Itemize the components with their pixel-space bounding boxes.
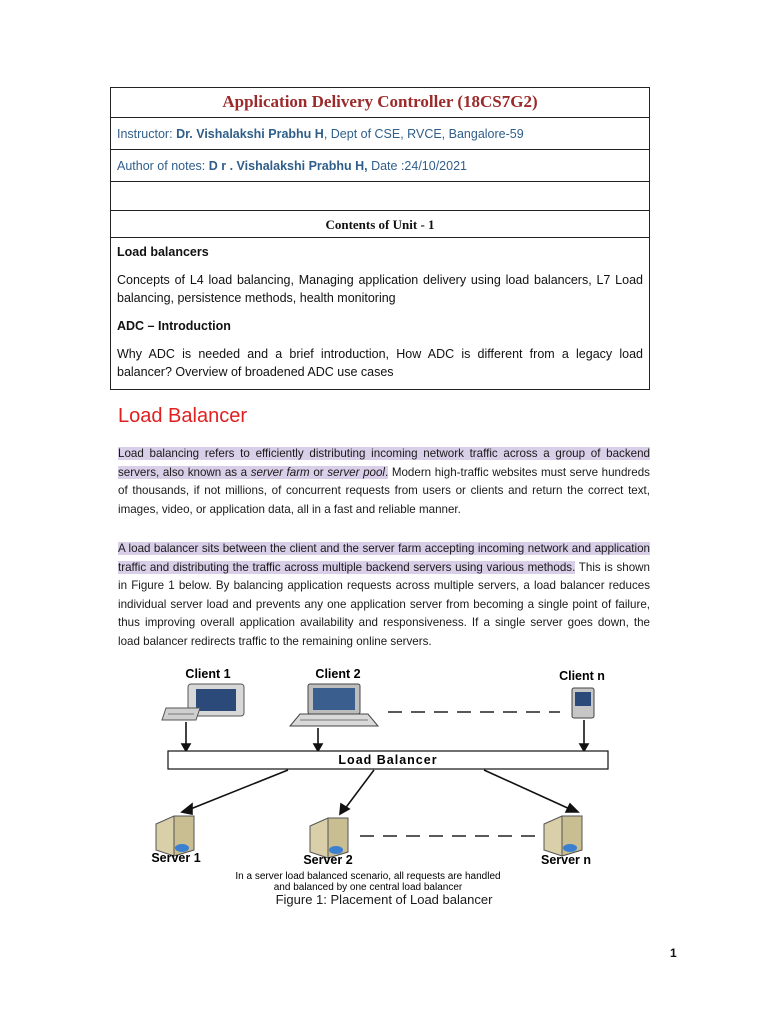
highlight-2: A load balancer sits between the client and the server farm accepting incoming network and application traffic and distributing the traffic across multiple backend servers using various methods. xyxy=(118,542,650,574)
contents-heading-adc: ADC – Introduction xyxy=(117,319,231,333)
server-1-label: Server 1 xyxy=(151,851,201,865)
instructor-dept: , Dept of CSE, RVCE, Bangalore-59 xyxy=(323,127,524,141)
empty-row xyxy=(111,182,649,211)
p2-rest-text: This is shown in Figure 1 below. By balancing application requests across multiple servers, a load balancer reduces individual server load and prevents any one application server from becoming a single point of failure, thus improving overall application availability and responsiveness. If a single server goes down, the load balancer redirects traffic to the remaining online servers. xyxy=(118,560,650,648)
laptop-icon xyxy=(290,684,378,726)
contents-title: Contents of Unit - 1 xyxy=(111,211,649,238)
client-terminal-icon xyxy=(572,688,594,718)
section-title: Load Balancer xyxy=(118,405,247,427)
contents-text-adc: Why ADC is needed and a brief introduction, How ADC is different from a legacy load balancer? Overview of broadened ADC use cases xyxy=(117,347,643,379)
server-2-icon xyxy=(310,818,348,858)
author-date: Date :24/10/2021 xyxy=(367,159,467,173)
paragraph-1 xyxy=(118,445,650,519)
page-number: 1 xyxy=(670,946,677,960)
load-balancer-label: Load Balancer xyxy=(338,753,438,767)
author-row xyxy=(111,150,649,182)
contents-body xyxy=(111,238,649,389)
client-arrows xyxy=(182,720,588,751)
diagram-note-line-1: In a server load balanced scenario, all requests are handled xyxy=(235,871,501,882)
desktop-computer-icon xyxy=(162,684,244,720)
instructor-name: Dr. Vishalakshi Prabhu H xyxy=(176,127,324,141)
server-arrows xyxy=(182,770,578,814)
figure-caption: Figure 1: Placement of Load balancer xyxy=(275,892,493,907)
server-n-icon xyxy=(544,816,582,856)
instructor-label: Instructor: xyxy=(117,127,173,141)
contents-text-load-balancers: Concepts of L4 load balancing, Managing application delivery using load balancers, L7 Load balancing, persistence methods, health monitoring xyxy=(117,273,643,305)
p1-highlight-text: Load balancing refers to efficiently distributing incoming network traffic across a group of backend servers, also known as a xyxy=(118,447,650,479)
instructor-row xyxy=(111,118,649,150)
course-title: Application Delivery Controller (18CS7G2) xyxy=(111,88,649,118)
client-2-label: Client 2 xyxy=(315,667,361,681)
author-name: D r . Vishalakshi Prabhu H, xyxy=(208,159,368,173)
load-balancer-diagram xyxy=(138,664,628,896)
author-label: Author of notes: xyxy=(117,159,206,173)
server-n-label: Server n xyxy=(540,853,592,867)
client-1-label: Client 1 xyxy=(185,667,231,681)
p1-term-server-pool: server pool xyxy=(327,465,385,479)
p1-or: or xyxy=(309,465,328,479)
course-info-table xyxy=(110,87,650,390)
p1-rest-text: Modern high-traffic websites must serve hundreds of thousands, if not millions, of concurrent requests from users or clients and return the correct text, images, video, or application data, all in a fast and reliable manner. xyxy=(118,465,650,516)
server-1-icon xyxy=(156,816,194,856)
server-2-label: Server 2 xyxy=(303,853,353,867)
p1-dot: . xyxy=(384,465,389,479)
client-n-label: Client n xyxy=(559,669,605,683)
contents-heading-load-balancers: Load balancers xyxy=(117,245,209,259)
paragraph-2 xyxy=(118,540,650,652)
diagram-note-line-2: and balanced by one central load balancer xyxy=(273,882,463,893)
p1-term-server-farm: server farm xyxy=(250,465,310,479)
